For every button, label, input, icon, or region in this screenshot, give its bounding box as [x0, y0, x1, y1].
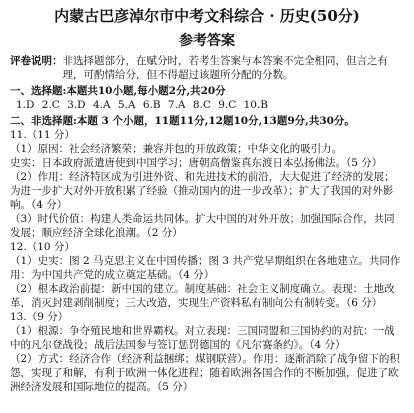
section-2-heading: 二、非选择题:本题 3 个小题，11题11分,12题10分,13题9分,共30分。: [10, 115, 355, 127]
choice-answers: 1.D 2.C 3.D 4.A 5.A 6.B 7.A 8.C 9.C 10.B: [16, 99, 269, 111]
grading-note: [10, 54, 404, 82]
grading-note-label: 评卷说明：: [10, 55, 63, 67]
answer-line: （2）作用：经济特区成为引进外资、和先进技术的前沿，大大促进了经济的发展；为进一步扩大对外开放积累了经验（推动国内的进一步改革）；扩大了我国的对外影响。（4 分）: [10, 171, 395, 211]
page-subtitle: 参考答案: [179, 33, 235, 49]
answer-line: 史实：日本政府派遣唐使到中国学习；唐朝高僧鉴真东渡日本弘扬佛法。（5 分）: [10, 157, 383, 169]
answer-line: 13.（9 分）: [10, 311, 69, 323]
answer-line: （1）史实：图 2 马克思主义在中国传播；图 3 共产党早期组织在各地建立。共同作用：为中国共产党的成立奠定基础。（4 分）: [10, 255, 401, 281]
section-1-heading: 一、选择题:本题共10小题,每小题2分,共20分: [10, 85, 226, 97]
answer-line: 11.（11 分）: [10, 129, 75, 141]
page-title: 内蒙古巴彦淖尔市中考文科综合 · 历史(50分): [54, 7, 360, 25]
grading-note-text: 非选择题部分，在赋分时，若考生答案与本答案不完全相同，但言之有理，可酌情给分，但不得超过该题所分配的分数。: [62, 55, 388, 81]
answer-line: （2）根本政治前提：新中国的建立。制度基础：社会主义制度确立。表现：土地改革，消灭封建剥削制度；三大改造，实现生产资料私有制向公有制转变。（6 分）: [10, 283, 395, 309]
answer-line: 12.（10 分）: [10, 241, 75, 253]
answer-line: （1）根源：争夺殖民地和世界霸权。对立表现：三国同盟和三国协约的对抗：一战中的凡尔登战役；战后法国参与签订惩罚德国的《凡尔赛条约》。（4 分）: [10, 325, 395, 351]
answer-line: （3）时代价值：构建人类命运共同体。扩大中国的对外开放；加强国际合作，共同发展；顺应经济全球化浪潮。（2 分）: [10, 213, 395, 239]
answer-line: （2）方式：经济合作（经济利益捆绑；煤钢联营）。作用：逐渐消除了战争留下的积怨，实现了和解，有利于欧洲一体化进程；随着欧洲各国合作的不断加强，促进了欧洲经济发展和国际地位的提高。（5 分）: [10, 353, 400, 393]
answer-line: （1）原因：社会经济繁荣；兼容并包的开放政策；中华文化的吸引力。: [10, 143, 343, 155]
